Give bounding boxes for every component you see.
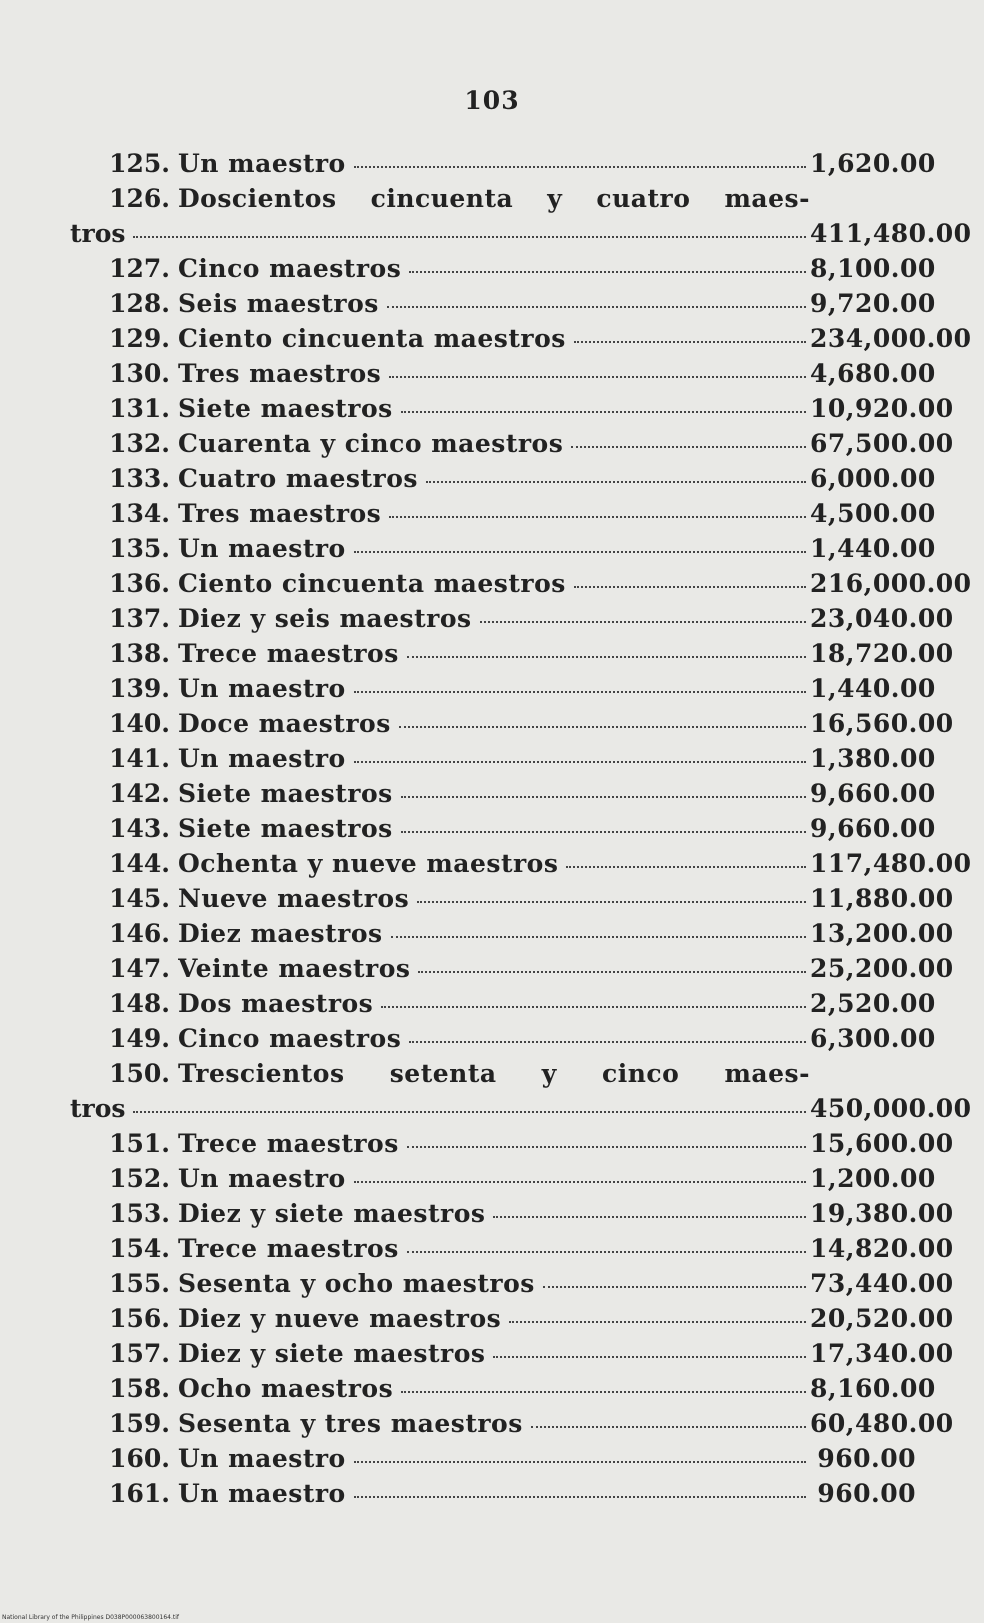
leader-dots <box>407 656 806 658</box>
item-amount: 17,340.00 <box>810 1339 954 1368</box>
item-description: Un maestro <box>178 1479 346 1508</box>
item-number: 146. <box>109 919 170 948</box>
item-amount: 13,200.00 <box>810 919 954 948</box>
list-item <box>70 496 936 531</box>
item-number: 161. <box>109 1479 170 1508</box>
list-item <box>70 251 936 286</box>
list-item <box>70 776 936 811</box>
leader-dots <box>354 761 806 763</box>
item-description: Trece maestros <box>178 1234 399 1263</box>
leader-dots <box>493 1216 806 1218</box>
item-amount: 15,600.00 <box>810 1129 954 1158</box>
item-number: 140. <box>109 709 170 738</box>
list-item <box>70 1196 954 1231</box>
item-description: Siete maestros <box>178 779 393 808</box>
item-amount: 16,560.00 <box>810 709 954 738</box>
item-description: Ciento cincuenta maestros <box>178 569 566 598</box>
leader-dots <box>493 1356 806 1358</box>
leader-dots <box>409 1041 806 1043</box>
list-item <box>70 1371 936 1406</box>
item-description: Un maestro <box>178 674 346 703</box>
list-item <box>70 1231 954 1266</box>
item-number: 139. <box>109 674 170 703</box>
item-amount: 4,680.00 <box>810 359 936 388</box>
leader-dots <box>389 516 806 518</box>
item-number: 156. <box>109 1304 170 1333</box>
list-item <box>70 1441 916 1476</box>
item-amount: 20,520.00 <box>810 1304 954 1333</box>
leader-dots <box>354 1461 806 1463</box>
item-number: 127. <box>109 254 170 283</box>
list-item <box>70 636 954 671</box>
item-description: Un maestro <box>178 149 346 178</box>
list-item <box>70 461 936 496</box>
list-item <box>70 1266 954 1301</box>
item-description: Doce maestros <box>178 709 391 738</box>
leader-dots <box>354 166 806 168</box>
item-number: 138. <box>109 639 170 668</box>
leader-dots <box>133 236 806 238</box>
list-item <box>70 881 954 916</box>
item-number: 155. <box>109 1269 170 1298</box>
item-amount: 73,440.00 <box>810 1269 954 1298</box>
leader-dots <box>509 1321 806 1323</box>
leader-dots <box>574 586 806 588</box>
item-description: Trescientos setenta y cinco maes- <box>178 1059 810 1088</box>
list-item <box>70 181 972 251</box>
item-number: 137. <box>109 604 170 633</box>
leader-dots <box>391 936 806 938</box>
list-item <box>70 1476 916 1511</box>
leader-dots <box>571 446 806 448</box>
item-number: 160. <box>109 1444 170 1473</box>
leader-dots <box>417 901 806 903</box>
list-item <box>70 1126 954 1161</box>
item-description: Seis maestros <box>178 289 379 318</box>
list-item <box>70 1406 954 1441</box>
leader-dots <box>389 376 806 378</box>
item-number: 125. <box>109 149 170 178</box>
list-item <box>70 951 954 986</box>
item-amount: 1,380.00 <box>810 744 936 773</box>
item-amount: 1,200.00 <box>810 1164 936 1193</box>
item-number: 151. <box>109 1129 170 1158</box>
item-amount: 2,520.00 <box>810 989 936 1018</box>
leader-dots <box>401 796 806 798</box>
item-number: 145. <box>109 884 170 913</box>
item-amount: 9,660.00 <box>810 814 936 843</box>
item-number: 142. <box>109 779 170 808</box>
item-number: 136. <box>109 569 170 598</box>
item-description: Dos maestros <box>178 989 374 1018</box>
leader-dots <box>354 1181 806 1183</box>
item-amount: 960.00 <box>817 1444 916 1473</box>
leader-dots <box>426 481 806 483</box>
leader-dots <box>399 726 806 728</box>
item-description: Ciento cincuenta maestros <box>178 324 566 353</box>
list-item <box>70 1056 972 1126</box>
item-description: Sesenta y ocho maestros <box>178 1269 535 1298</box>
item-number: 157. <box>109 1339 170 1368</box>
leader-dots <box>387 306 806 308</box>
list-item <box>70 671 936 706</box>
item-number: 132. <box>109 429 170 458</box>
item-number: 159. <box>109 1409 170 1438</box>
item-amount: 411,480.00 <box>810 219 972 248</box>
item-amount: 6,300.00 <box>810 1024 936 1053</box>
list-item <box>70 321 972 356</box>
item-number: 148. <box>109 989 170 1018</box>
item-description: Sesenta y tres maestros <box>178 1409 523 1438</box>
list-item <box>70 531 936 566</box>
item-description: Diez y seis maestros <box>178 604 472 633</box>
item-description: Doscientos cincuenta y cuatro maes- <box>178 184 810 213</box>
leader-dots <box>354 551 806 553</box>
item-description: Ochenta y nueve maestros <box>178 849 559 878</box>
item-description: Diez y siete maestros <box>178 1199 486 1228</box>
leader-dots <box>531 1426 806 1428</box>
item-amount: 11,880.00 <box>810 884 954 913</box>
item-number: 141. <box>109 744 170 773</box>
item-description: Cuatro maestros <box>178 464 418 493</box>
item-number: 149. <box>109 1024 170 1053</box>
item-amount: 67,500.00 <box>810 429 954 458</box>
item-number: 130. <box>109 359 170 388</box>
item-description-continuation: tros <box>70 1094 126 1123</box>
list-item <box>70 356 936 391</box>
item-description: Nueve maestros <box>178 884 410 913</box>
leader-dots <box>133 1111 806 1113</box>
item-amount: 216,000.00 <box>810 569 972 598</box>
item-amount: 450,000.00 <box>810 1094 972 1123</box>
list-item <box>70 1161 936 1196</box>
item-amount: 234,000.00 <box>810 324 972 353</box>
item-number: 144. <box>109 849 170 878</box>
item-amount: 8,100.00 <box>810 254 936 283</box>
item-number: 150. <box>109 1059 170 1088</box>
leader-dots <box>401 1391 806 1393</box>
leader-dots <box>574 341 806 343</box>
item-description-continuation: tros <box>70 219 126 248</box>
leader-dots <box>566 866 806 868</box>
item-number: 153. <box>109 1199 170 1228</box>
item-amount: 1,440.00 <box>810 534 936 563</box>
item-number: 129. <box>109 324 170 353</box>
leader-dots <box>381 1006 806 1008</box>
item-number: 134. <box>109 499 170 528</box>
list-item <box>70 986 936 1021</box>
appropriation-list <box>70 146 972 1511</box>
item-description: Diez maestros <box>178 919 383 948</box>
item-amount: 8,160.00 <box>810 1374 936 1403</box>
item-amount: 4,500.00 <box>810 499 936 528</box>
item-description: Un maestro <box>178 534 346 563</box>
item-description: Cuarenta y cinco maestros <box>178 429 564 458</box>
item-amount: 25,200.00 <box>810 954 954 983</box>
item-description: Diez y siete maestros <box>178 1339 486 1368</box>
item-amount: 10,920.00 <box>810 394 954 423</box>
list-item <box>70 146 936 181</box>
leader-dots <box>418 971 806 973</box>
item-description: Trece maestros <box>178 1129 399 1158</box>
item-amount: 9,660.00 <box>810 779 936 808</box>
list-item <box>70 426 954 461</box>
item-amount: 18,720.00 <box>810 639 954 668</box>
item-amount: 960.00 <box>817 1479 916 1508</box>
item-number: 152. <box>109 1164 170 1193</box>
item-amount: 60,480.00 <box>810 1409 954 1438</box>
page-number: 103 <box>464 86 520 115</box>
list-item <box>70 1301 954 1336</box>
item-description: Siete maestros <box>178 394 393 423</box>
leader-dots <box>401 411 806 413</box>
scan-footer: National Library of the Philippines D038P000063800164.tif <box>2 1614 180 1621</box>
item-number: 158. <box>109 1374 170 1403</box>
list-item <box>70 846 972 881</box>
item-amount: 23,040.00 <box>810 604 954 633</box>
list-item <box>70 811 936 846</box>
list-item <box>70 601 954 636</box>
item-description: Un maestro <box>178 744 346 773</box>
item-description: Ocho maestros <box>178 1374 394 1403</box>
item-description: Tres maestros <box>178 499 382 528</box>
list-item <box>70 706 954 741</box>
item-number: 154. <box>109 1234 170 1263</box>
leader-dots <box>354 1496 806 1498</box>
list-item <box>70 566 972 601</box>
leader-dots <box>409 271 806 273</box>
item-description: Un maestro <box>178 1164 346 1193</box>
item-number: 147. <box>109 954 170 983</box>
item-amount: 14,820.00 <box>810 1234 954 1263</box>
leader-dots <box>407 1146 806 1148</box>
list-item <box>70 916 954 951</box>
item-number: 131. <box>109 394 170 423</box>
leader-dots <box>354 691 806 693</box>
leader-dots <box>480 621 806 623</box>
list-item <box>70 1021 936 1056</box>
list-item <box>70 1336 954 1371</box>
item-amount: 1,440.00 <box>810 674 936 703</box>
item-number: 135. <box>109 534 170 563</box>
item-number: 126. <box>109 184 170 213</box>
item-description: Diez y nueve maestros <box>178 1304 502 1333</box>
list-item <box>70 286 936 321</box>
item-amount: 9,720.00 <box>810 289 936 318</box>
item-amount: 1,620.00 <box>810 149 936 178</box>
leader-dots <box>407 1251 806 1253</box>
list-item <box>70 741 936 776</box>
item-description: Cinco maestros <box>178 254 402 283</box>
item-amount: 19,380.00 <box>810 1199 954 1228</box>
item-description: Veinte maestros <box>178 954 411 983</box>
item-description: Cinco maestros <box>178 1024 402 1053</box>
item-number: 128. <box>109 289 170 318</box>
item-description: Trece maestros <box>178 639 399 668</box>
item-number: 143. <box>109 814 170 843</box>
item-description: Un maestro <box>178 1444 346 1473</box>
list-item <box>70 391 954 426</box>
leader-dots <box>401 831 806 833</box>
item-number: 133. <box>109 464 170 493</box>
leader-dots <box>543 1286 806 1288</box>
item-amount: 6,000.00 <box>810 464 936 493</box>
item-amount: 117,480.00 <box>810 849 972 878</box>
item-description: Siete maestros <box>178 814 393 843</box>
item-description: Tres maestros <box>178 359 382 388</box>
